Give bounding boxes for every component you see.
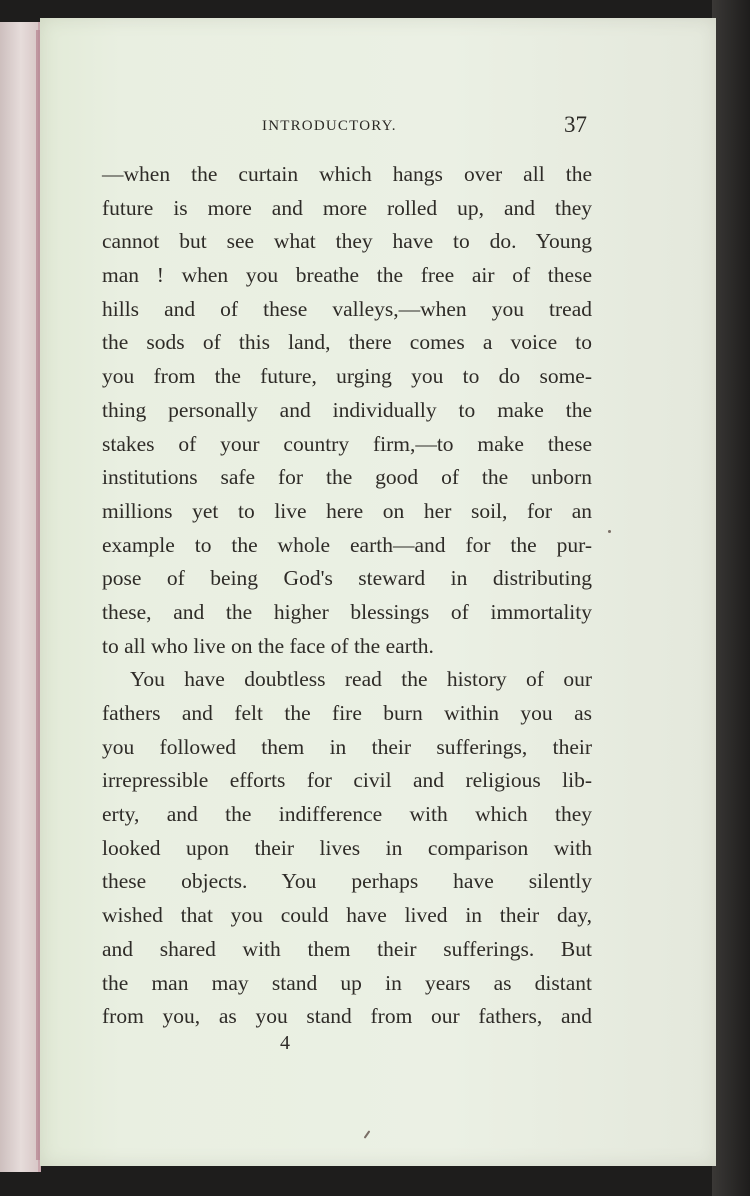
text-line: these, and the higher blessings of immortality (102, 599, 592, 624)
text-line: —when the curtain which hangs over all the (102, 162, 592, 186)
running-head (40, 112, 716, 142)
text-line: to all who live on the face of the earth. (102, 633, 434, 658)
text-line: fathers and felt the fire burn within you as (102, 701, 592, 725)
text-line: you from the future, urging you to do some- (102, 364, 592, 389)
text-line: the man may stand up in years as distant (102, 970, 592, 995)
body-text (102, 158, 592, 1034)
text-line: the sods of this land, there comes a voice to (102, 330, 592, 355)
text-line: pose of being God's steward in distributing (102, 566, 592, 591)
text-line: wished that you could have lived in their day, (102, 903, 592, 928)
text-line: millions yet to live here on her soil, for an (102, 498, 592, 523)
text-line: thing personally and individually to make the (102, 397, 592, 422)
text-line: example to the whole earth—and for the pur- (102, 532, 592, 557)
text-line: man ! when you breathe the free air of these (102, 263, 592, 288)
paper-speck (364, 1130, 371, 1139)
text-line: and shared with them their sufferings. But (102, 936, 592, 961)
text-line: institutions safe for the good of the unborn (102, 465, 592, 490)
left-page-edge (0, 22, 41, 1172)
chapter-title: INTRODUCTORY. (262, 118, 397, 134)
book-page (40, 18, 716, 1166)
text-line: erty, and the indifference with which they (102, 802, 592, 827)
text-line: from you, as you stand from our fathers, and (102, 1004, 592, 1029)
text-line: stakes of your country firm,—to make these (102, 431, 592, 456)
book-cover-edge (712, 0, 750, 1196)
paper-speck (608, 530, 611, 533)
text-line: these objects. You perhaps have silently (102, 869, 592, 894)
text-line: You have doubtless read the history of our (130, 667, 592, 692)
page-number: 37 (564, 112, 587, 137)
text-line: irrepressible efforts for civil and religious lib- (102, 768, 592, 793)
text-line: cannot but see what they have to do. Young (102, 229, 592, 254)
text-line: you followed them in their sufferings, their (102, 734, 592, 759)
text-line: hills and of these valleys,—when you tread (102, 296, 592, 321)
text-line: future is more and more rolled up, and they (102, 195, 592, 220)
text-line: looked upon their lives in comparison with (102, 835, 592, 860)
signature-mark: 4 (280, 1032, 290, 1054)
